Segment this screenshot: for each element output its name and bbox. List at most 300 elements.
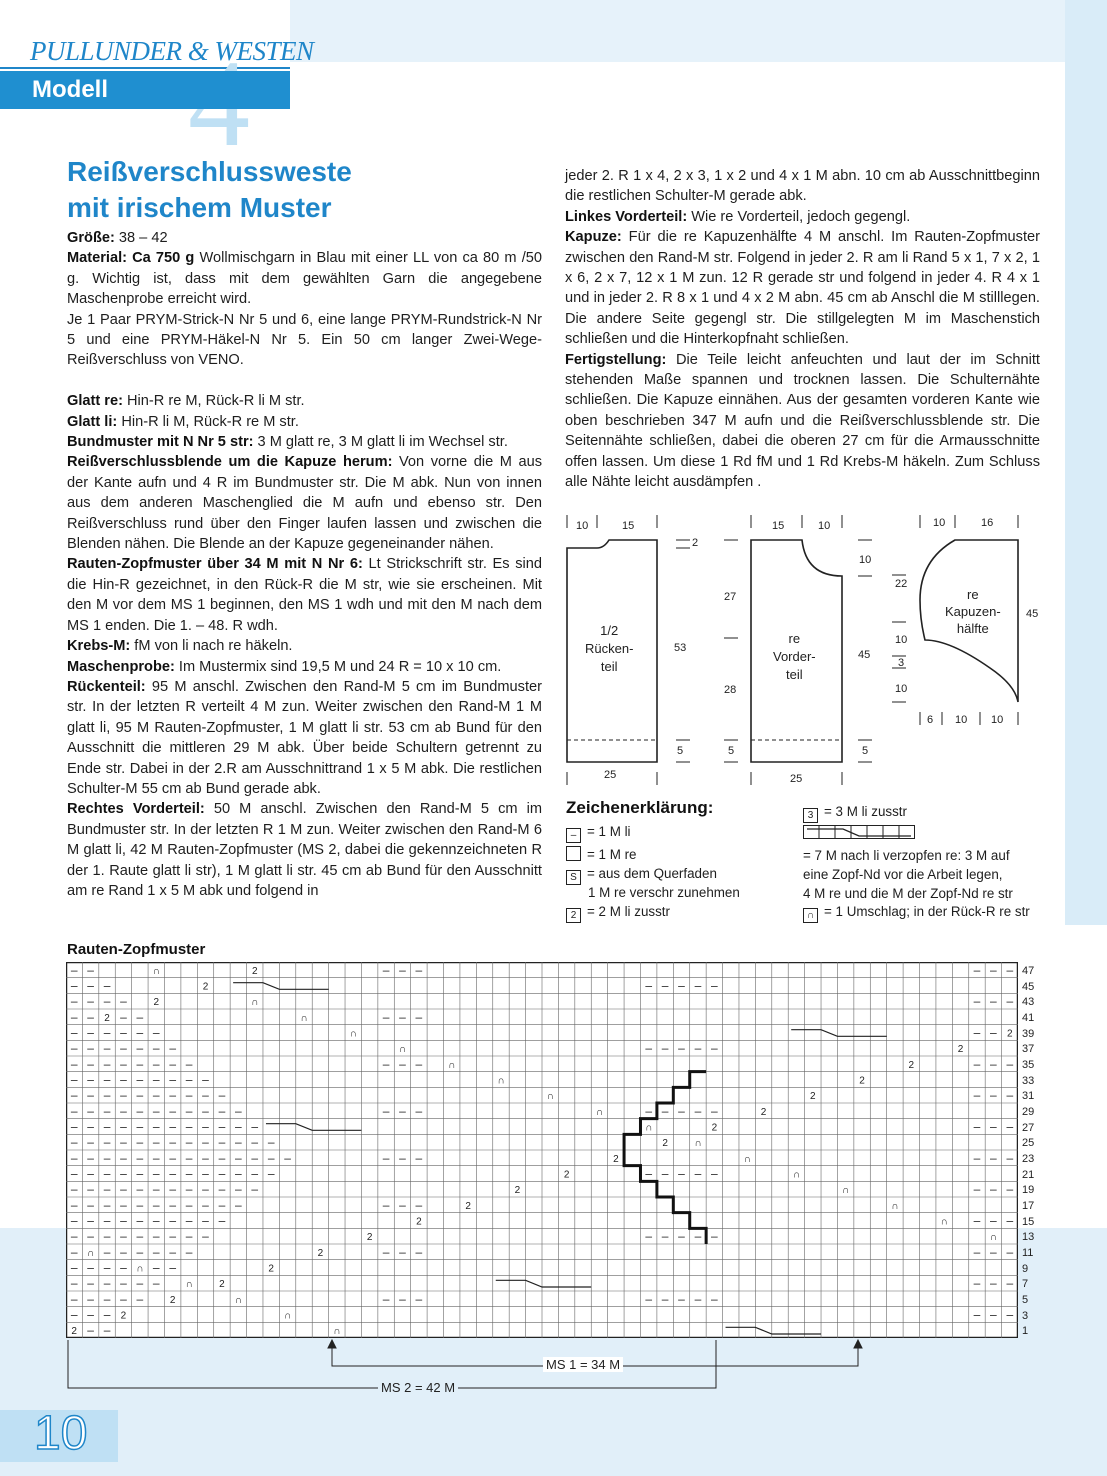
- purl-mark: –: [120, 1260, 127, 1275]
- paragraph-text: 50 M anschl. Zwischen den Rand-M 5 cm im Bundmuster str. In der letzten R 1 M zun. Weiter zwischen den Rand-M 6 M glatt li, 42 M Rauten-Zopfmuster (MS 2, dabei die gekennzeichneten R der 1. Raute glatt li str), 1 M glatt li str. 45 cm ab Bund für den Ausschnitt am re Rand 1 x 5 M abk und folgend in: [67, 801, 543, 899]
- p2tog-mark: 2: [613, 1153, 619, 1165]
- purl-mark: –: [103, 1182, 111, 1197]
- purl-mark: –: [103, 1088, 111, 1103]
- purl-mark: –: [87, 1025, 94, 1040]
- row-label: 21: [1022, 1168, 1035, 1181]
- hood-top-b: 16: [981, 517, 994, 529]
- row-label: 41: [1022, 1012, 1035, 1024]
- purl-mark: –: [661, 1166, 669, 1181]
- purl-mark: –: [202, 1072, 209, 1087]
- p2tog-mark: 2: [268, 1263, 274, 1275]
- purl-mark: –: [70, 1260, 78, 1275]
- purl-mark: –: [678, 1229, 685, 1244]
- legend-text: = 2 M li zusstr: [587, 904, 670, 919]
- purl-mark: –: [711, 1166, 718, 1181]
- front-label-3: teil: [786, 667, 803, 682]
- hood-bot-b: 10: [955, 714, 968, 726]
- purl-mark: –: [678, 1291, 685, 1306]
- section-title: PULLUNDER & WESTEN: [30, 36, 314, 66]
- legend-heading: Zeichenerklärung:: [566, 798, 714, 817]
- knit-symbol-icon: [566, 846, 581, 861]
- purl-mark: –: [87, 1166, 94, 1181]
- row-label: 11: [1022, 1247, 1034, 1260]
- purl-mark: –: [1006, 1307, 1014, 1322]
- purl-mark: –: [87, 1135, 94, 1150]
- paragraph-text: Wollmischgarn in Blau mit einer LL von ca 80 m /50 g. Wichtig ist, dass mit dem gewählten Garn die angegebene Maschenprobe erreicht wird.: [67, 250, 542, 308]
- p2tog-mark: 2: [957, 1044, 964, 1056]
- yarnover-mark: ∩: [136, 1263, 144, 1275]
- legend-item-purl: [566, 824, 631, 843]
- purl-mark: –: [87, 1041, 94, 1056]
- purl-mark: –: [120, 1041, 127, 1056]
- purl-mark: –: [103, 978, 111, 993]
- legend-text-2: 1 M re verschr zunehmen: [588, 885, 740, 900]
- paragraph-text: 3 M glatt re, 3 M glatt li im Wechsel str.: [253, 434, 508, 451]
- row-label: 15: [1022, 1215, 1035, 1228]
- purl-mark: –: [218, 1213, 226, 1228]
- row-label: 29: [1022, 1106, 1035, 1119]
- purl-mark: –: [103, 1213, 111, 1228]
- purl-mark: –: [415, 1103, 423, 1118]
- back-neck: 2: [692, 537, 699, 549]
- paragraph-text: Die Teile leicht anfeuchten und laut der im Schnitt stehenden Maße spannen und trocknen lassen. Die Schulternähte schließen. Die Kapuze einnähen. Aus der gesamten vorderen Kante wie oben beschrieben 347 M aufn und die Reißverschlussblende str. Die Seitennähte schließen, dabei die oberen 27 cm für die Armausschnitte offen lassen. Um diese 1 Rd fM und 1 Rd Krebs-M häkeln. Zum Schluss alle Nähte leicht ausdämpfen .: [565, 351, 1040, 491]
- purl-mark: –: [70, 1135, 78, 1150]
- purl-mark: –: [185, 1056, 193, 1071]
- yarnover-mark: ∩: [595, 1106, 604, 1118]
- purl-mark: –: [284, 1150, 291, 1165]
- paragraph-text: Im Mustermix sind 19,5 M und 24 R = 10 x 10 cm.: [174, 658, 502, 675]
- purl-mark: –: [415, 1291, 423, 1306]
- p2tog-mark: 2: [71, 1326, 77, 1338]
- purl-mark: –: [120, 1197, 127, 1212]
- purl-mark: –: [1006, 994, 1014, 1009]
- purl-mark: –: [399, 1244, 406, 1259]
- ms2-label: MS 2 = 42 M: [378, 1380, 458, 1395]
- purl-mark: –: [202, 1213, 209, 1228]
- paragraph-label: Krebs-M:: [67, 638, 131, 655]
- purl-mark: –: [185, 1244, 193, 1259]
- purl-mark: –: [1006, 1213, 1014, 1228]
- purl-mark: –: [645, 1103, 653, 1118]
- row-label: 43: [1022, 996, 1035, 1009]
- paragraph-label: Kapuze:: [565, 229, 622, 246]
- row-label: 17: [1022, 1200, 1035, 1213]
- purl-mark: –: [136, 1041, 144, 1056]
- purl-mark: –: [70, 1119, 78, 1134]
- p2tog-mark: 2: [104, 1012, 110, 1024]
- hood-height: 45: [1026, 608, 1039, 620]
- legend-item-cable: [803, 846, 1013, 903]
- purl-mark: –: [120, 1025, 127, 1040]
- purl-mark: –: [70, 1056, 78, 1071]
- paragraph: [67, 391, 542, 411]
- row-label: 19: [1022, 1184, 1035, 1197]
- purl-mark: –: [152, 1025, 160, 1040]
- legend-text: = 1 M li: [587, 824, 631, 839]
- p2tog-mark: 2: [169, 1294, 176, 1306]
- paragraph: [565, 166, 1040, 207]
- purl-mark: –: [169, 1135, 177, 1150]
- purl-mark: –: [202, 1150, 209, 1165]
- p2tog-symbol-icon: 2: [566, 908, 581, 923]
- purl-mark: –: [218, 1166, 226, 1181]
- purl-mark: –: [136, 1150, 144, 1165]
- back-height: 53: [674, 642, 687, 654]
- purl-mark: –: [1006, 1150, 1014, 1165]
- purl-mark: –: [87, 1119, 94, 1134]
- purl-mark: –: [990, 1056, 997, 1071]
- p3tog-symbol-icon: 3: [803, 808, 818, 823]
- purl-mark: –: [87, 1182, 94, 1197]
- purl-mark: –: [152, 1166, 160, 1181]
- purl-mark: –: [415, 1197, 423, 1212]
- purl-mark: –: [120, 1009, 127, 1024]
- hood-s4: 10: [895, 683, 908, 695]
- purl-mark: –: [87, 1056, 94, 1071]
- purl-mark: –: [103, 1197, 111, 1212]
- purl-mark: –: [694, 1103, 702, 1118]
- purl-mark: –: [152, 1119, 160, 1134]
- purl-mark: –: [711, 1229, 718, 1244]
- purl-mark: –: [70, 962, 78, 977]
- purl-mark: –: [973, 962, 981, 977]
- purl-mark: –: [87, 962, 94, 977]
- purl-mark: –: [169, 1056, 177, 1071]
- purl-mark: –: [70, 1197, 78, 1212]
- purl-mark: –: [399, 1150, 406, 1165]
- legend-item-increase: [566, 866, 740, 900]
- back-top-b: 15: [622, 520, 635, 532]
- purl-mark: –: [235, 1135, 242, 1150]
- legend-text: = 1 M re: [587, 847, 637, 862]
- purl-mark: –: [251, 1135, 259, 1150]
- purl-mark: –: [185, 1213, 193, 1228]
- purl-mark: –: [136, 1135, 144, 1150]
- purl-mark: –: [136, 1056, 144, 1071]
- legend-item-knit: [566, 846, 637, 862]
- paragraph-label: Bundmuster mit N Nr 5 str:: [67, 434, 254, 451]
- paragraph-text: Von vorne die M aus der Kante aufn und 4 R im Bundmuster str. Die M abk. Nun von innen aus dem anderen Maschenglied die M aufn und ebenso str. Den Reißverschluss rund über den Finger laufen lassen und zwischen die Blenden nähen. Die Blende an der Kapuze gegeneinander nähen.: [67, 454, 542, 553]
- purl-mark: –: [152, 1197, 160, 1212]
- purl-mark: –: [87, 1009, 94, 1024]
- paragraph: [67, 554, 542, 636]
- purl-mark: –: [694, 978, 702, 993]
- paragraph-text: 95 M anschl. Zwischen den Rand-M 5 cm im Bundmuster str. In der letzten R verteilt 4 M zun. Weiter zwischen den Rand-M 1 M glatt li, 95 M Rauten-Zopfmuster, 1 M glatt li str. 53 cm ab Bund für den Ausschnitt die mittleren 29 M abk. Über beide Schultern getrennt zu Ende str. Dabei in der 2.R am Ausschnittrand 1 x 5 M abk. Die restlichen Schulter-M 55 cm ab Bund gerade abk.: [67, 678, 542, 797]
- purl-mark: –: [169, 1213, 177, 1228]
- purl-mark: –: [990, 1244, 997, 1259]
- purl-mark: –: [70, 1166, 78, 1181]
- row-label: 31: [1022, 1090, 1035, 1103]
- purl-mark: –: [711, 978, 718, 993]
- purl-mark: –: [973, 1056, 981, 1071]
- purl-mark: –: [103, 1150, 111, 1165]
- top-band: [290, 0, 1065, 62]
- purl-mark: –: [152, 1072, 160, 1087]
- row-label: 1: [1022, 1325, 1029, 1338]
- page-number-band: [0, 1407, 118, 1462]
- right-column: [565, 166, 1040, 493]
- purl-mark: –: [87, 994, 94, 1009]
- purl-mark: –: [202, 1088, 209, 1103]
- purl-mark: –: [87, 1103, 94, 1118]
- purl-mark: –: [645, 1166, 653, 1181]
- purl-mark: –: [661, 1103, 669, 1118]
- purl-mark: –: [103, 1244, 111, 1259]
- purl-mark: –: [185, 1197, 193, 1212]
- purl-mark: –: [136, 1213, 144, 1228]
- p2tog-mark: 2: [416, 1216, 422, 1228]
- purl-mark: –: [678, 1103, 685, 1118]
- purl-mark: –: [1006, 1276, 1014, 1291]
- purl-mark: –: [120, 1213, 127, 1228]
- purl-mark: –: [120, 1276, 127, 1291]
- back-label-3: teil: [600, 659, 618, 674]
- yarnover-mark: ∩: [891, 1200, 899, 1212]
- purl-mark: –: [1006, 962, 1014, 977]
- purl-mark: –: [267, 1135, 275, 1150]
- yarnover-mark: ∩: [694, 1138, 702, 1150]
- purl-mark: –: [973, 1150, 981, 1165]
- paragraph-text: 38 – 42: [114, 230, 168, 246]
- purl-mark: –: [169, 1229, 177, 1244]
- purl-mark: –: [136, 1166, 144, 1181]
- purl-mark: –: [103, 1072, 111, 1087]
- paragraph: [67, 657, 542, 677]
- purl-mark: –: [136, 1088, 144, 1103]
- purl-mark: –: [990, 1150, 997, 1165]
- purl-mark: –: [218, 1150, 226, 1165]
- paragraph: [67, 228, 542, 248]
- purl-mark: –: [169, 1166, 177, 1181]
- paragraph-label: Rechtes Vorderteil:: [67, 801, 205, 818]
- front-top-a: 15: [772, 520, 785, 532]
- row-label: 33: [1022, 1074, 1035, 1087]
- paragraph-label: Reißverschlussblende um die Kapuze herum:: [67, 454, 393, 471]
- purl-mark: –: [973, 1182, 981, 1197]
- purl-mark: –: [382, 1056, 390, 1071]
- paragraph: [67, 432, 542, 452]
- purl-mark: –: [267, 1150, 275, 1165]
- model-label: Modell: [32, 76, 108, 103]
- purl-mark: –: [120, 1056, 127, 1071]
- paragraph-label: Fertigstellung:: [565, 351, 667, 368]
- purl-mark: –: [1006, 1182, 1014, 1197]
- purl-mark: –: [120, 1182, 127, 1197]
- purl-mark: –: [415, 1150, 423, 1165]
- yarnover-mark: ∩: [398, 1044, 407, 1056]
- row-label: 27: [1022, 1121, 1035, 1134]
- row-label: 3: [1022, 1309, 1029, 1322]
- p2tog-mark: 2: [711, 1122, 718, 1134]
- purl-mark: –: [990, 1119, 997, 1134]
- purl-mark: –: [694, 1166, 702, 1181]
- legend-item-p2tog: [566, 904, 670, 923]
- purl-mark: –: [152, 1041, 160, 1056]
- purl-mark: –: [645, 1291, 653, 1306]
- hood-bot-a: 6: [927, 714, 934, 726]
- purl-mark: –: [87, 1213, 94, 1228]
- purl-mark: –: [1006, 1119, 1014, 1134]
- purl-mark: –: [120, 1088, 127, 1103]
- paragraph-label: Material: Ca 750 g: [67, 250, 195, 267]
- front-arm: 27: [724, 591, 737, 603]
- purl-mark: –: [70, 978, 78, 993]
- yarnover-mark: ∩: [497, 1075, 505, 1087]
- p2tog-mark: 2: [514, 1185, 521, 1197]
- front-label-1: re: [788, 631, 801, 646]
- purl-mark: –: [70, 1103, 78, 1118]
- increase-symbol-icon: S: [566, 870, 581, 885]
- ms1-label: MS 1 = 34 M: [543, 1357, 623, 1372]
- purl-mark: –: [382, 1009, 390, 1024]
- purl-mark: –: [973, 1244, 981, 1259]
- paragraph: [67, 371, 542, 391]
- purl-mark: –: [218, 1197, 226, 1212]
- purl-mark: –: [990, 1213, 997, 1228]
- yarnover-mark: ∩: [645, 1122, 653, 1134]
- purl-mark: –: [120, 1229, 127, 1244]
- paragraph: [565, 227, 1040, 349]
- purl-mark: –: [218, 1088, 226, 1103]
- purl-mark: –: [70, 1182, 78, 1197]
- purl-mark: –: [87, 1197, 94, 1212]
- top-right-band: [1065, 0, 1107, 925]
- p2tog-mark: 2: [153, 997, 160, 1009]
- paragraph-label: Glatt li:: [67, 413, 118, 430]
- paragraph-label: Glatt re:: [67, 393, 123, 410]
- legend-text: = 1 Umschlag; in der Rück-R re str: [824, 904, 1030, 919]
- yarnover-mark: ∩: [251, 997, 259, 1009]
- purl-mark: –: [202, 1229, 209, 1244]
- legend-text-2: eine Zopf-Nd vor die Arbeit legen,: [803, 867, 1003, 882]
- purl-mark: –: [87, 1323, 94, 1338]
- purl-mark: –: [415, 962, 423, 977]
- purl-mark: –: [70, 1291, 78, 1306]
- purl-mark: –: [399, 1056, 406, 1071]
- purl-mark: –: [202, 1135, 209, 1150]
- purl-mark: –: [218, 1182, 226, 1197]
- hood-bot-c: 10: [991, 714, 1004, 726]
- back-top-a: 10: [576, 520, 589, 532]
- purl-mark: –: [87, 1150, 94, 1165]
- purl-mark: –: [645, 1229, 653, 1244]
- purl-mark: –: [990, 962, 997, 977]
- hood-label-1: re: [967, 587, 979, 602]
- purl-mark: –: [120, 1150, 127, 1165]
- purl-mark: –: [990, 1088, 997, 1103]
- purl-mark: –: [87, 1072, 94, 1087]
- yarnover-mark: ∩: [743, 1153, 751, 1165]
- purl-mark: –: [415, 1009, 423, 1024]
- purl-mark: –: [70, 1244, 78, 1259]
- purl-mark: –: [711, 1041, 718, 1056]
- legend-item-p3tog: [803, 804, 907, 823]
- paragraph: [67, 412, 542, 432]
- purl-mark: –: [136, 1009, 144, 1024]
- row-label: 37: [1022, 1043, 1035, 1056]
- purl-mark: –: [120, 1119, 127, 1134]
- model-band: [0, 71, 290, 109]
- purl-mark: –: [990, 1307, 997, 1322]
- purl-mark: –: [103, 1307, 111, 1322]
- purl-mark: –: [87, 1276, 94, 1291]
- purl-mark: –: [185, 1103, 193, 1118]
- paragraph: [67, 636, 542, 656]
- purl-mark: –: [103, 994, 111, 1009]
- purl-mark: –: [152, 1150, 160, 1165]
- purl-mark: –: [990, 1182, 997, 1197]
- paragraph: [67, 248, 542, 309]
- purl-mark: –: [382, 1197, 390, 1212]
- purl-mark: –: [973, 994, 981, 1009]
- purl-mark: –: [152, 1276, 160, 1291]
- purl-mark: –: [251, 1166, 259, 1181]
- paragraph-text: Hin-R re M, Rück-R li M str.: [122, 393, 305, 410]
- front-top-b: 10: [818, 520, 831, 532]
- yarnover-mark: ∩: [546, 1091, 554, 1103]
- purl-mark: –: [399, 1291, 406, 1306]
- p2tog-mark: 2: [908, 1059, 915, 1071]
- p2tog-mark: 2: [366, 1232, 373, 1244]
- purl-mark: –: [136, 1229, 144, 1244]
- purl-mark: –: [152, 1103, 160, 1118]
- purl-mark: –: [169, 1103, 177, 1118]
- purl-mark: –: [169, 1244, 177, 1259]
- purl-mark: –: [103, 1041, 111, 1056]
- purl-mark: –: [103, 1291, 111, 1306]
- hood-s2: 10: [895, 634, 908, 646]
- purl-mark: –: [103, 1276, 111, 1291]
- purl-mark: –: [169, 1119, 177, 1134]
- purl-mark: –: [235, 1150, 242, 1165]
- front-neck: 10: [859, 554, 872, 566]
- yarnover-mark: ∩: [283, 1310, 292, 1322]
- stitch-chart: [66, 962, 1018, 1338]
- paragraph-text: fM von li nach re häkeln.: [130, 638, 293, 655]
- paragraph-text: jeder 2. R 1 x 4, 2 x 3, 1 x 2 und 4 x 1 M abn. 10 cm ab Ausschnittbeginn die restlichen Schulter-M gerade abk.: [565, 168, 1040, 205]
- purl-symbol-icon: –: [566, 828, 581, 843]
- purl-mark: –: [136, 1119, 144, 1134]
- p2tog-mark: 2: [563, 1169, 570, 1181]
- purl-mark: –: [973, 1119, 981, 1134]
- purl-mark: –: [87, 1307, 94, 1322]
- purl-mark: –: [87, 1229, 94, 1244]
- back-label-2: Rücken-: [585, 641, 634, 656]
- row-label: 7: [1022, 1278, 1029, 1291]
- purl-mark: –: [169, 1150, 177, 1165]
- paragraph: [565, 207, 1040, 227]
- purl-mark: –: [645, 978, 653, 993]
- paragraph: [67, 799, 542, 901]
- p2tog-mark: 2: [317, 1247, 324, 1259]
- purl-mark: –: [70, 994, 78, 1009]
- row-label: 5: [1022, 1294, 1029, 1307]
- purl-mark: –: [202, 1166, 209, 1181]
- purl-mark: –: [415, 1056, 423, 1071]
- purl-mark: –: [694, 1229, 702, 1244]
- yarnover-mark: ∩: [152, 965, 160, 977]
- purl-mark: –: [235, 1119, 242, 1134]
- legend-item-yarnover: [803, 904, 1030, 923]
- yarnover-mark: ∩: [448, 1059, 456, 1071]
- purl-mark: –: [251, 1182, 259, 1197]
- purl-mark: –: [415, 1244, 423, 1259]
- purl-mark: –: [152, 1056, 160, 1071]
- purl-mark: –: [120, 1166, 127, 1181]
- purl-mark: –: [136, 1182, 144, 1197]
- page-title: [67, 154, 352, 226]
- front-rib-right: 5: [862, 745, 869, 757]
